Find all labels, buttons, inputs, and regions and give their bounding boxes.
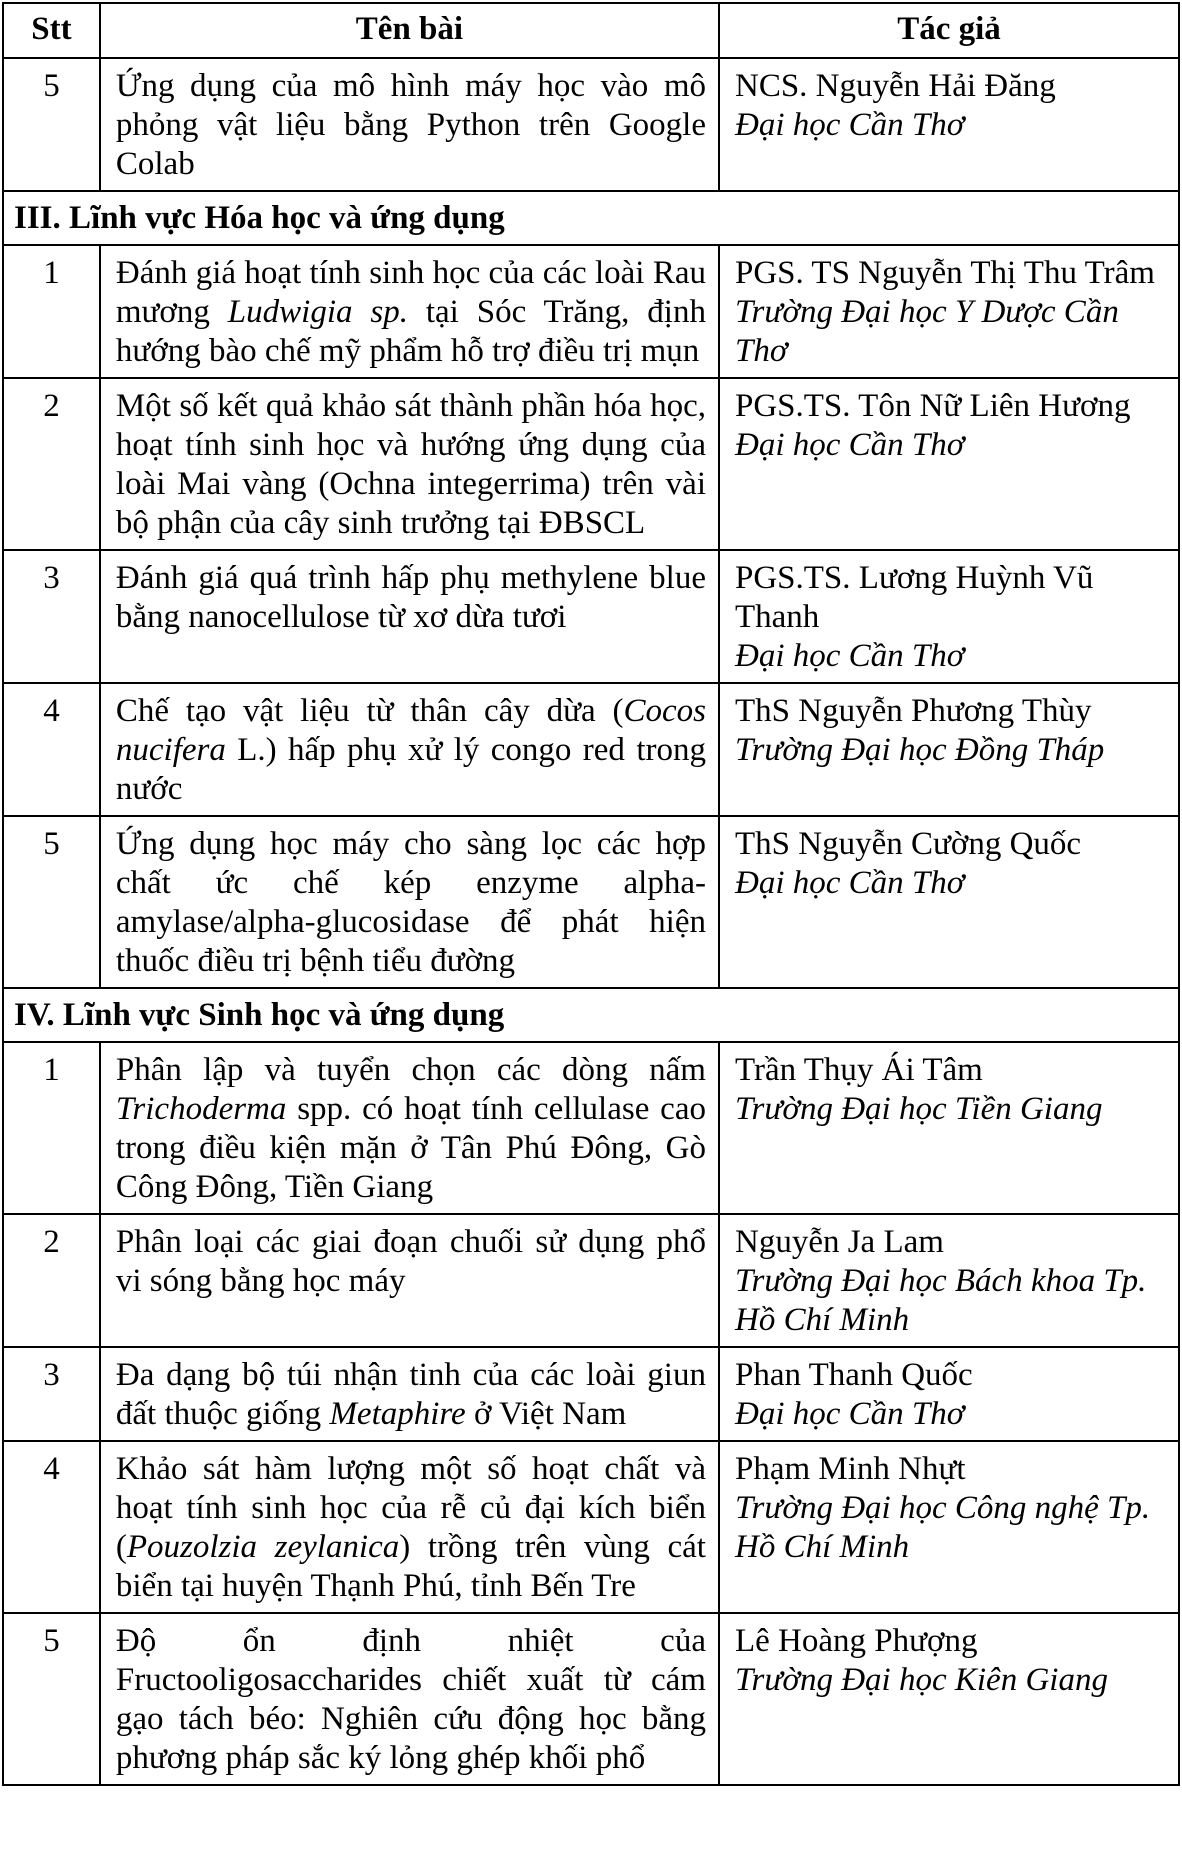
author-name: Trần Thụy Ái Tâm	[734, 1052, 983, 1088]
title-italic-segment: Pouzolzia zeylanica	[126, 1529, 400, 1565]
title-segment: Chế tạo vật liệu từ thân cây dừa (	[115, 693, 624, 729]
title-segment: Một số kết quả khảo sát thành phần hóa học, hoạt tính sinh học và hướng ứng dụng của loài Mai vàng (Ochna integerrima) trên vài bộ phận của cây sinh trưởng tại ĐBSCL	[115, 388, 706, 541]
row-number: 4	[3, 683, 100, 816]
row-number: 5	[3, 1613, 100, 1785]
table-row	[3, 683, 1179, 816]
author-affiliation: Trường Đại học Y Dược Cần Thơ	[734, 294, 1119, 369]
table-body	[3, 58, 1179, 1785]
header-stt: Stt	[3, 3, 100, 58]
title-segment: tại Sóc Trăng, định hướng bào chế mỹ phẩm hỗ trợ điều trị mụn	[115, 294, 706, 369]
table-row	[3, 58, 1179, 191]
author-affiliation: Đại học Cần Thơ	[734, 427, 965, 463]
paper-title	[100, 378, 719, 550]
author-cell	[719, 245, 1179, 378]
author-name: ThS Nguyễn Cường Quốc	[734, 826, 1082, 862]
author-name: PGS.TS. Lương Huỳnh Vũ Thanh	[734, 560, 1094, 635]
author-cell	[719, 1613, 1179, 1785]
author-affiliation: Đại học Cần Thơ	[734, 1396, 965, 1432]
paper-title	[100, 1214, 719, 1347]
table-row	[3, 816, 1179, 988]
title-italic-segment: Cocos nucifera	[115, 693, 706, 768]
author-affiliation: Đại học Cần Thơ	[734, 638, 965, 674]
author-cell	[719, 1042, 1179, 1214]
author-name: ThS Nguyễn Phương Thùy	[734, 693, 1092, 729]
author-cell	[719, 1347, 1179, 1441]
title-italic-segment: Metaphire	[329, 1396, 466, 1432]
table-header-row	[3, 3, 1179, 58]
paper-title	[100, 245, 719, 378]
row-number: 5	[3, 58, 100, 191]
title-italic-segment: Ludwigia sp.	[227, 294, 408, 330]
author-affiliation: Trường Đại học Công nghệ Tp. Hồ Chí Minh	[734, 1490, 1151, 1565]
row-number: 3	[3, 1347, 100, 1441]
row-number: 2	[3, 1214, 100, 1347]
author-cell	[719, 816, 1179, 988]
paper-title	[100, 58, 719, 191]
table-row	[3, 245, 1179, 378]
row-number: 5	[3, 816, 100, 988]
title-segment: Ứng dụng của mô hình máy học vào mô phỏng vật liệu bằng Python trên Google Colab	[115, 68, 706, 182]
row-number: 3	[3, 550, 100, 683]
title-segment: Ứng dụng học máy cho sàng lọc các hợp chất ức chế kép enzyme alpha-amylase/alpha-glucosidase để phát hiện thuốc điều trị bệnh tiểu đường	[115, 826, 706, 979]
row-number: 1	[3, 1042, 100, 1214]
title-segment: ) trồng trên vùng cát biển tại huyện Thạnh Phú, tỉnh Bến Tre	[115, 1529, 706, 1604]
author-cell	[719, 58, 1179, 191]
title-segment: Phân lập và tuyển chọn các dòng nấm	[115, 1052, 706, 1088]
title-segment: Phân loại các giai đoạn chuối sử dụng phổ vi sóng bằng học máy	[115, 1224, 706, 1299]
title-segment: Độ ổn định nhiệt của Fructooligosaccharides chiết xuất từ cám gạo tách béo: Nghiên cứu động học bằng phương pháp sắc ký lỏng ghép khối phổ	[115, 1623, 706, 1776]
author-cell	[719, 1441, 1179, 1613]
section-row	[3, 988, 1179, 1042]
author-name: Lê Hoàng Phượng	[734, 1623, 978, 1659]
row-number: 4	[3, 1441, 100, 1613]
table-row	[3, 1347, 1179, 1441]
section-row	[3, 191, 1179, 245]
title-segment: ở Việt Nam	[465, 1396, 627, 1432]
paper-title	[100, 1042, 719, 1214]
paper-title	[100, 1613, 719, 1785]
author-affiliation: Đại học Cần Thơ	[734, 107, 965, 143]
paper-title	[100, 550, 719, 683]
author-cell	[719, 683, 1179, 816]
author-name: NCS. Nguyễn Hải Đăng	[734, 68, 1056, 104]
table-row	[3, 1441, 1179, 1613]
paper-title	[100, 1347, 719, 1441]
section-heading: IV. Lĩnh vực Sinh học và ứng dụng	[3, 988, 1179, 1042]
table-row	[3, 378, 1179, 550]
papers-table	[2, 2, 1180, 1786]
author-name: Phan Thanh Quốc	[734, 1357, 973, 1393]
author-name: PGS. TS Nguyễn Thị Thu Trâm	[734, 255, 1155, 291]
table-row	[3, 550, 1179, 683]
title-segment: Đánh giá hoạt tính sinh học của các loài Rau mương	[115, 255, 706, 330]
author-affiliation: Trường Đại học Đồng Tháp	[734, 732, 1105, 768]
author-name: Nguyễn Ja Lam	[734, 1224, 944, 1260]
author-affiliation: Trường Đại học Tiền Giang	[734, 1091, 1103, 1127]
author-name: Phạm Minh Nhựt	[734, 1451, 966, 1487]
paper-title	[100, 683, 719, 816]
section-heading: III. Lĩnh vực Hóa học và ứng dụng	[3, 191, 1179, 245]
table-row	[3, 1214, 1179, 1347]
paper-title	[100, 816, 719, 988]
title-segment: Đánh giá quá trình hấp phụ methylene blue bằng nanocellulose từ xơ dừa tươi	[115, 560, 706, 635]
author-affiliation: Đại học Cần Thơ	[734, 865, 965, 901]
title-segment: Đa dạng bộ túi nhận tinh của các loài giun đất thuộc giống	[115, 1357, 706, 1432]
table-row	[3, 1613, 1179, 1785]
author-name: PGS.TS. Tôn Nữ Liên Hương	[734, 388, 1131, 424]
table-row	[3, 1042, 1179, 1214]
title-segment: spp. có hoạt tính cellulase cao trong điều kiện mặn ở Tân Phú Đông, Gò Công Đông, Tiền Giang	[115, 1091, 706, 1205]
author-affiliation: Trường Đại học Kiên Giang	[734, 1662, 1108, 1698]
paper-title	[100, 1441, 719, 1613]
author-cell	[719, 550, 1179, 683]
title-italic-segment: Trichoderma	[115, 1091, 287, 1127]
author-affiliation: Trường Đại học Bách khoa Tp. Hồ Chí Minh	[734, 1263, 1147, 1338]
header-author: Tác giả	[719, 3, 1179, 58]
row-number: 1	[3, 245, 100, 378]
author-cell	[719, 1214, 1179, 1347]
title-segment: Khảo sát hàm lượng một số hoạt chất và hoạt tính sinh học của rễ củ đại kích biển (	[115, 1451, 706, 1565]
author-cell	[719, 378, 1179, 550]
header-title: Tên bài	[100, 3, 719, 58]
row-number: 2	[3, 378, 100, 550]
title-segment: L.) hấp phụ xử lý congo red trong nước	[115, 732, 706, 807]
